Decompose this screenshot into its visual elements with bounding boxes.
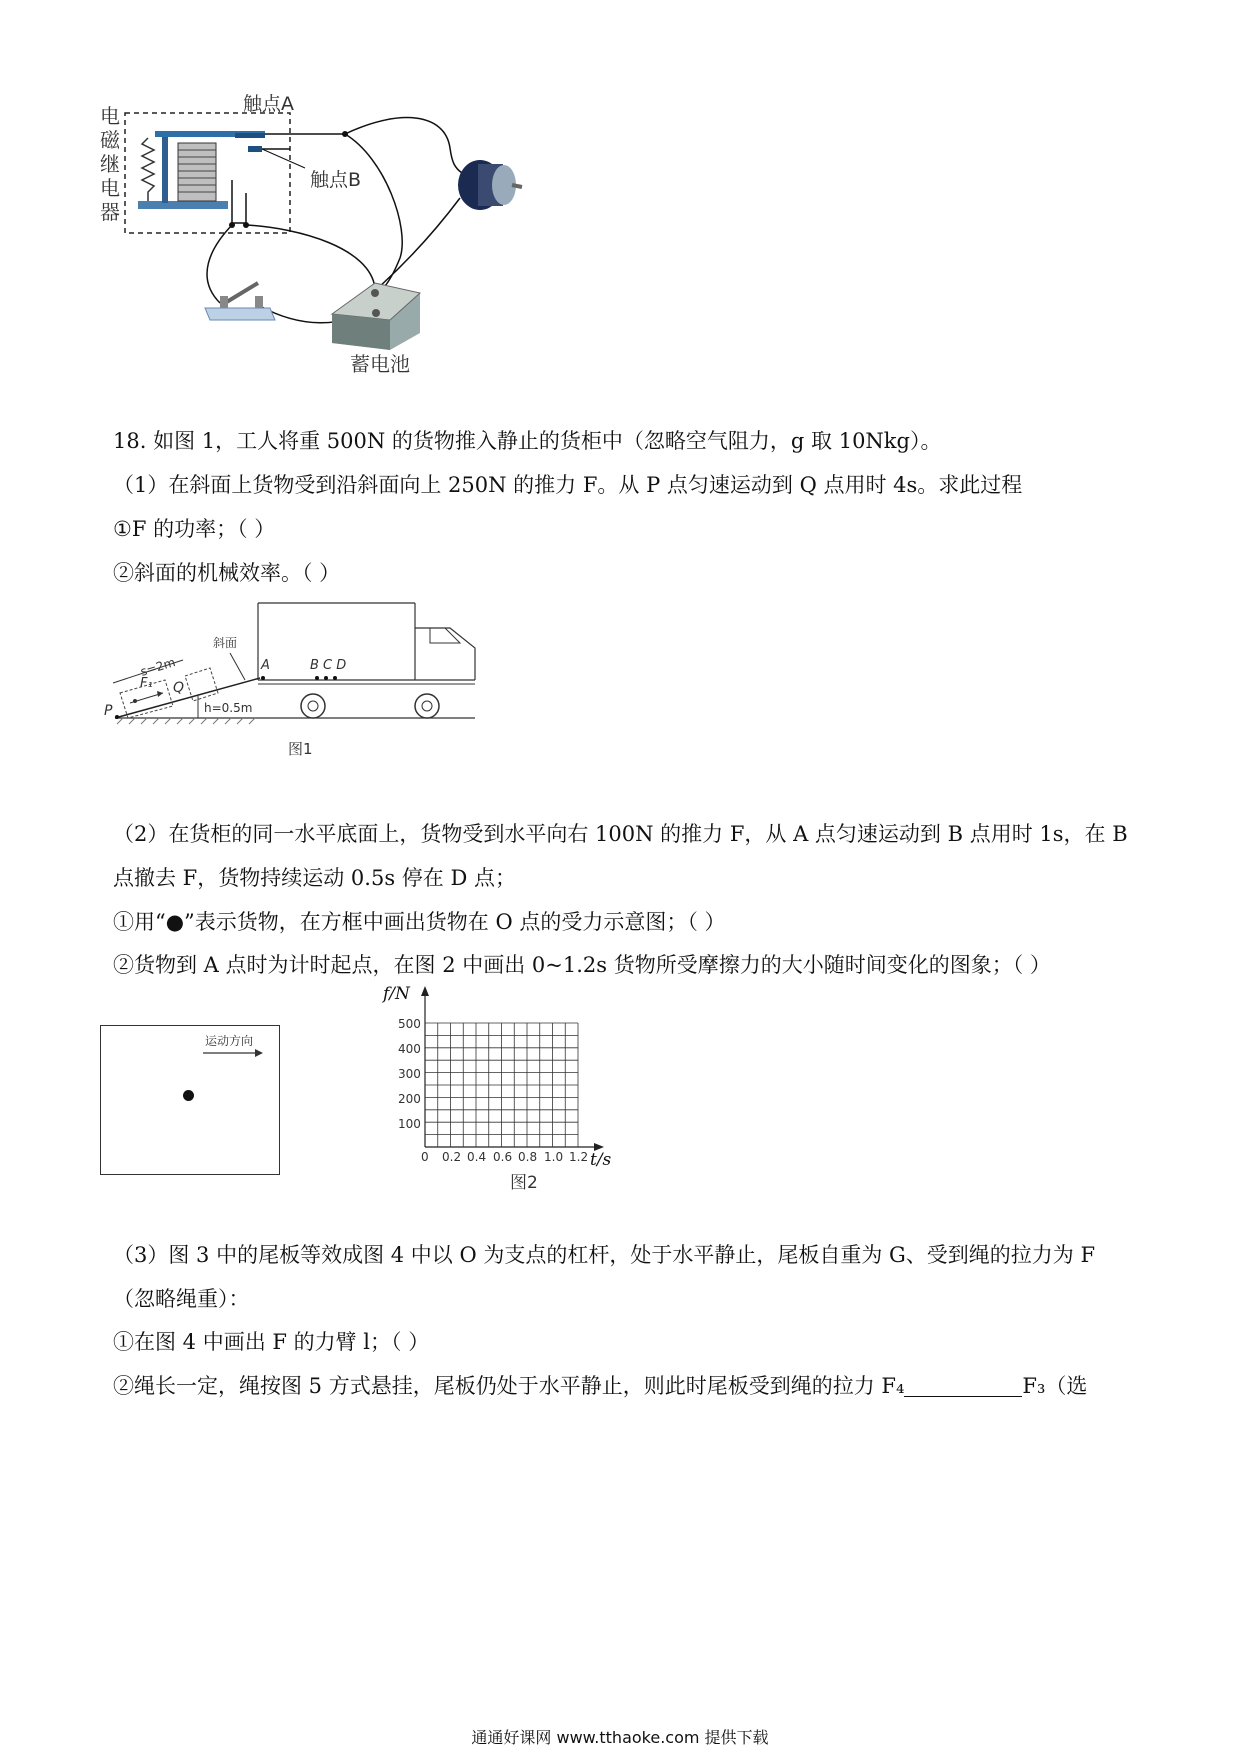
fig2-y-tick: 400 xyxy=(398,1042,421,1056)
fig2-x-tick: 0.2 xyxy=(442,1150,462,1164)
q18-part3-b-text: ②绳长一定，绳按图 5 方式悬挂，尾板仍处于水平静止，则此时尾板受到绳的拉力 F₄ xyxy=(113,1374,905,1398)
fig2-x-tick: 1.2 xyxy=(569,1150,589,1164)
fig2-x-tick: 0.6 xyxy=(493,1150,513,1164)
cargo-dot xyxy=(183,1090,194,1101)
motion-direction-arrow xyxy=(201,1048,265,1058)
q18-part3-b xyxy=(113,1373,1087,1399)
contact-b-label: 触点B xyxy=(310,169,362,191)
contact-a-label: 触点A xyxy=(243,93,294,115)
fig2-x-tick: 0.8 xyxy=(518,1150,538,1164)
relay-vertical-label: 电磁继电器 xyxy=(100,104,120,224)
force-diagram-box[interactable] xyxy=(100,1025,280,1175)
answer-blank[interactable] xyxy=(904,1376,1022,1397)
fig2-y-tick: 200 xyxy=(398,1092,421,1106)
q18-part2-line1: （2）在货柜的同一水平底面上，货物受到水平向右 100N 的推力 F，从 A 点匀速运动到 B 点用时 1s，在 B xyxy=(113,822,1128,846)
q18-intro: 18. 如图 1，工人将重 500N 的货物推入静止的货柜中（忽略空气阻力，g 取 10Nkg）。 xyxy=(113,429,942,453)
fig2-x-tick: 0.4 xyxy=(467,1150,487,1164)
fig1-bcd-label: B C D xyxy=(310,658,347,673)
q18-part1-a: ①F 的功率；（ ） xyxy=(113,517,276,541)
fig1-slope-label: 斜面 xyxy=(213,636,238,650)
fig2-x-tick: 1.0 xyxy=(544,1150,564,1164)
fig1-caption: 图1 xyxy=(288,740,313,758)
fig2-y-tick: 100 xyxy=(398,1117,421,1131)
fig2-caption: 图2 xyxy=(510,1173,538,1193)
battery-label: 蓄电池 xyxy=(350,352,410,376)
q18-part3-line2: （忽略绳重）： xyxy=(113,1287,250,1311)
fig1-a-label: A xyxy=(261,658,270,673)
q18-part3-line1: （3）图 3 中的尾板等效成图 4 中以 O 为支点的杠杆，处于水平静止，尾板自重为 G、受到绳的拉力为 F xyxy=(113,1243,1096,1267)
fig2-y-axis-label: f/N xyxy=(383,984,410,1004)
q18-part3-b-tail: F₃（选 xyxy=(1022,1374,1088,1398)
q18-part3-a: ①在图 4 中画出 F 的力臂 l；（ ） xyxy=(113,1330,430,1354)
fig1-q-label: Q xyxy=(173,680,185,696)
q18-part1: （1）在斜面上货物受到沿斜面向上 250N 的推力 F。从 P 点匀速运动到 Q 点用时 4s。求此过程 xyxy=(113,473,1023,497)
fig2-y-tick: 500 xyxy=(398,1017,421,1031)
fig1-h-label: h=0.5m xyxy=(204,701,253,715)
fig1-f1-label: F₁ xyxy=(140,676,153,691)
q18-part1-b: ②斜面的机械效率。（ ） xyxy=(113,561,341,585)
q18-part2-line2: 点撤去 F，货物持续运动 0.5s 停在 D 点； xyxy=(113,866,516,890)
motion-direction-label: 运动方向 xyxy=(205,1034,254,1048)
fig2-y-tick: 300 xyxy=(398,1067,421,1081)
q18-part2-b: ②货物到 A 点时为计时起点，在图 2 中画出 0~1.2s 货物所受摩擦力的大小随时间变化的图象；（ ） xyxy=(113,953,1051,977)
q18-part2-a: ①用“●”表示货物，在方框中画出货物在 O 点的受力示意图；（ ） xyxy=(113,910,726,934)
fig2-x-tick: 0 xyxy=(421,1150,429,1164)
fig1-s-label: s=2m xyxy=(138,655,177,679)
page-footer: 通通好课网 www.tthaoke.com 提供下载 xyxy=(471,1728,769,1747)
fig2-x-axis-label: t/s xyxy=(590,1150,612,1170)
fig1-p-label: P xyxy=(104,703,113,719)
